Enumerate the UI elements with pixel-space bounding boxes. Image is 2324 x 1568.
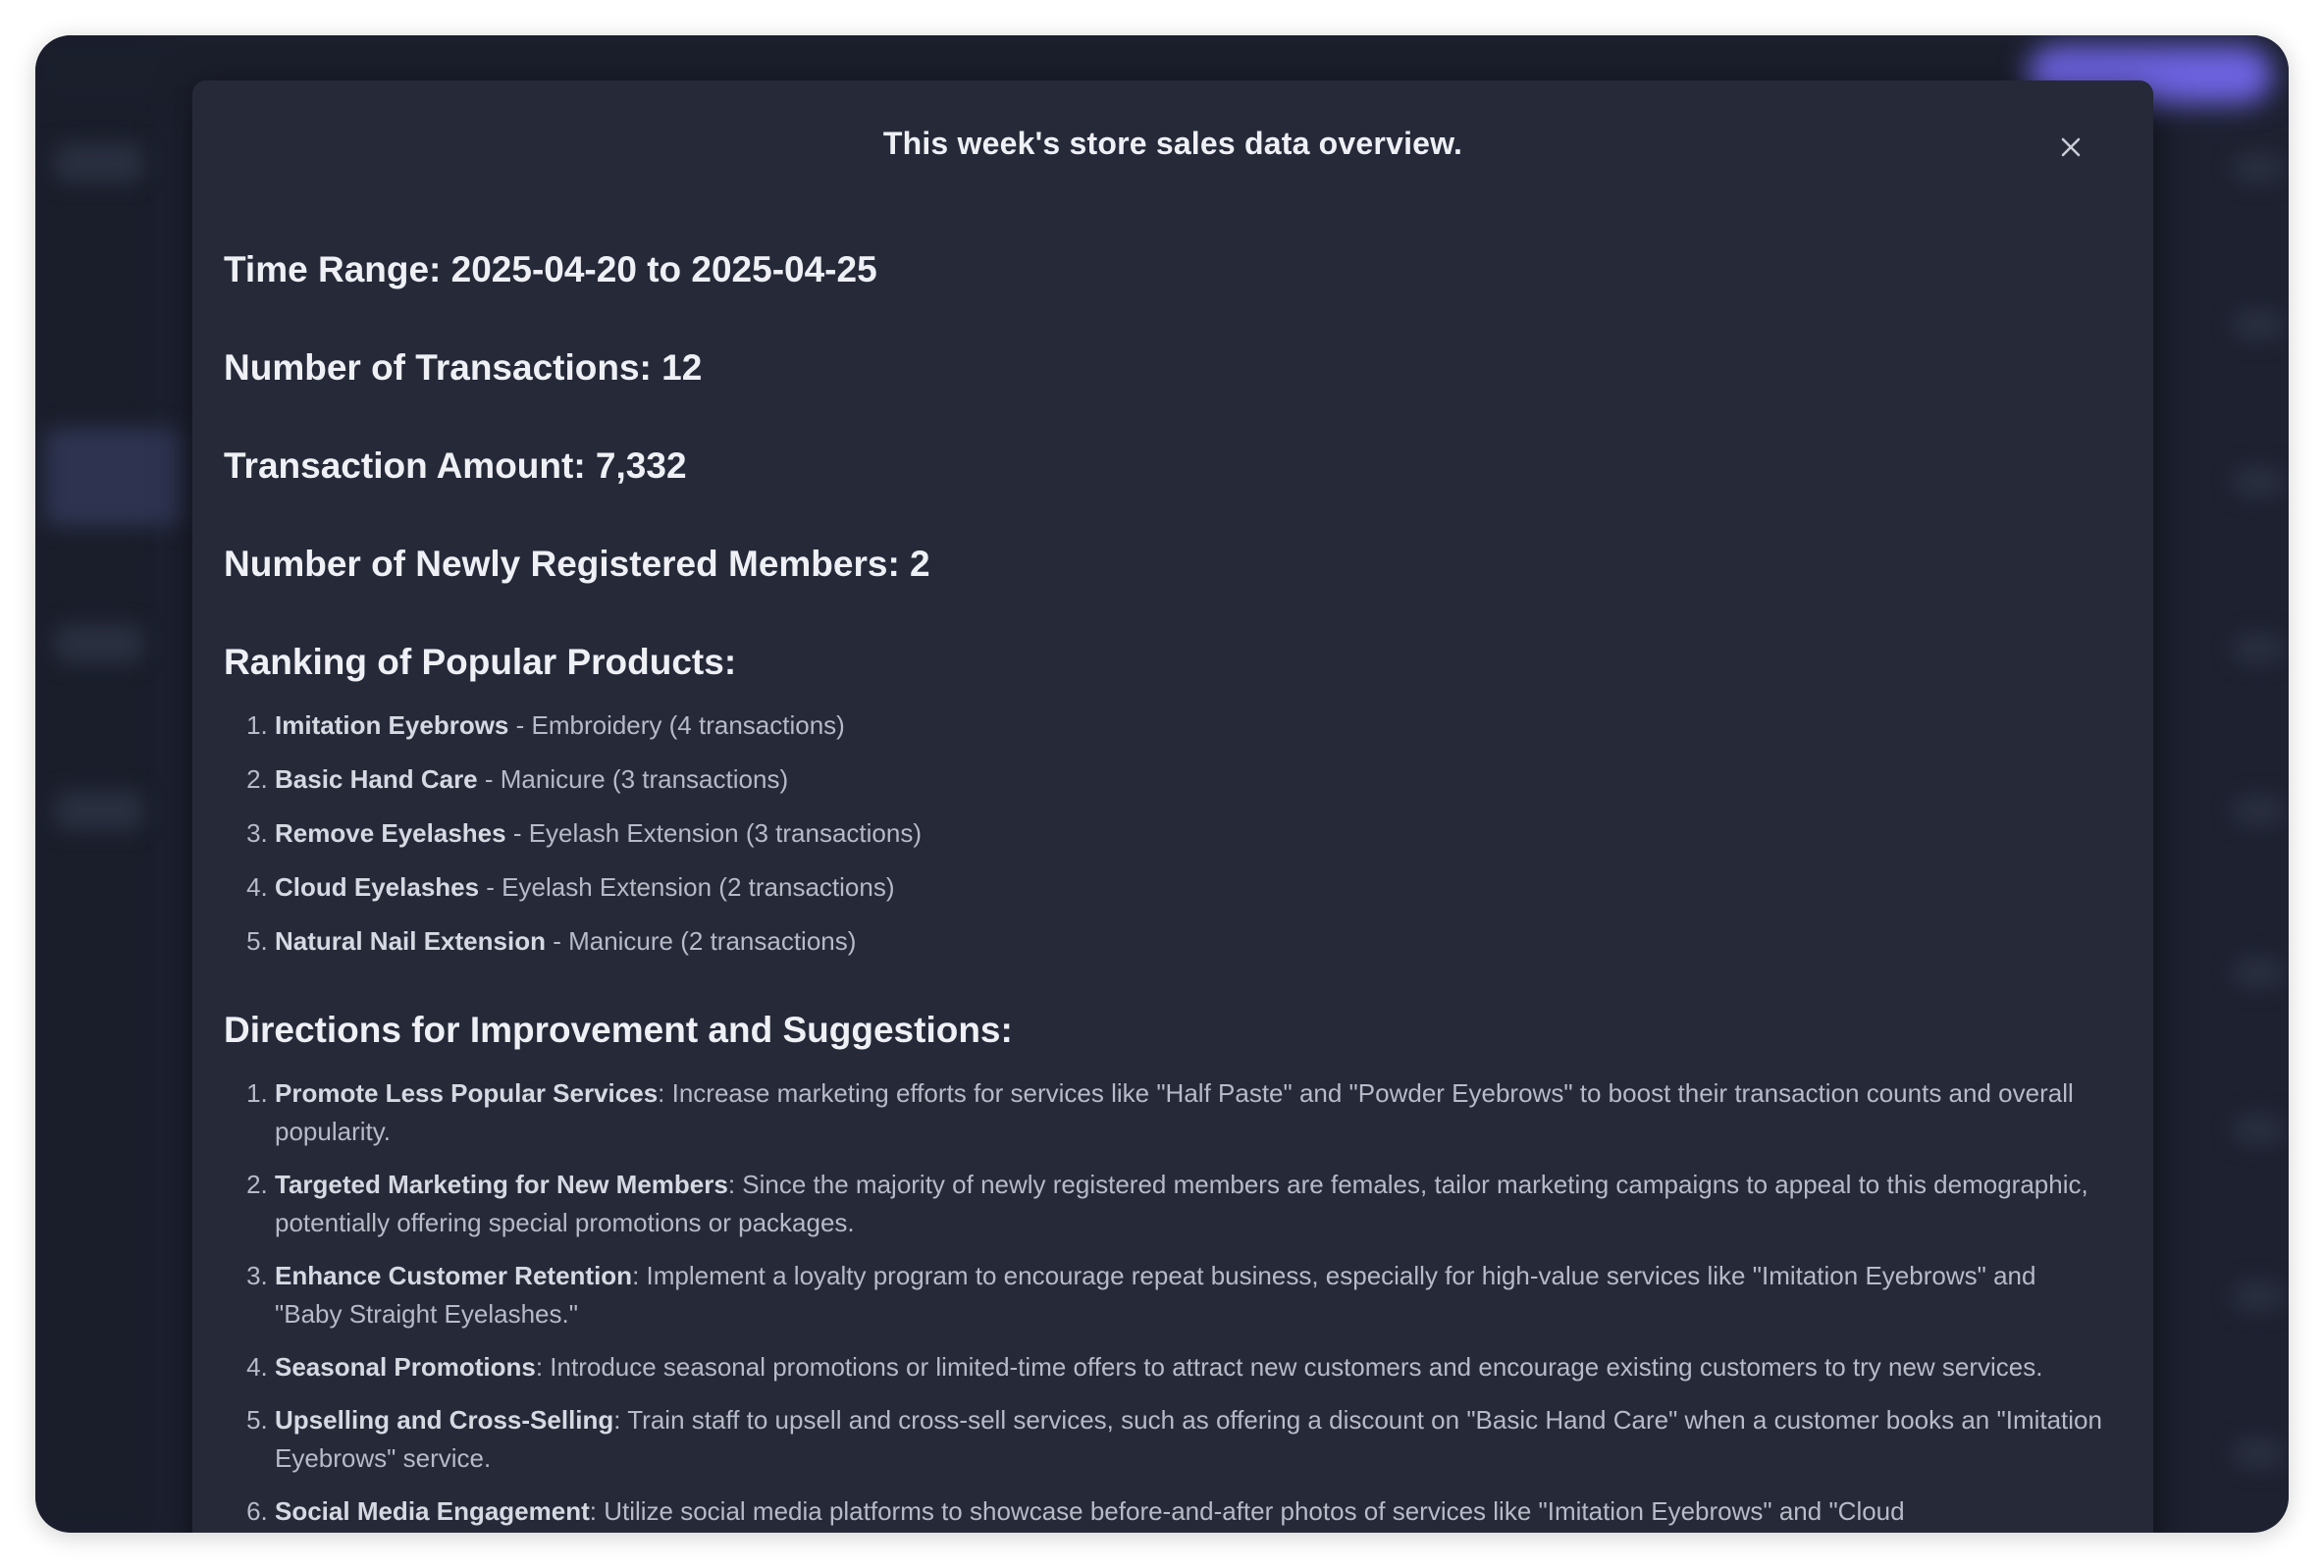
suggestion-detail: : Since the majority of newly registered members are females, tailor marketing campaigns to appeal to this demographic, potentially offering special promotions or packages. (275, 1170, 2088, 1237)
suggestion-title: Targeted Marketing for New Members (275, 1170, 728, 1199)
close-button[interactable] (2053, 130, 2088, 165)
suggestion-detail: : Implement a loyalty program to encourage repeat business, especially for high-value services like "Imitation Eyebrows" and "Baby Straight Eyelashes." (275, 1261, 2036, 1329)
background-row (2234, 310, 2283, 340)
background-row (2234, 153, 2283, 183)
product-detail: - Manicure (3 transactions) (477, 764, 789, 794)
background-item (55, 143, 143, 183)
background-row (2234, 796, 2283, 825)
background-row (2234, 958, 2283, 987)
list-item (275, 922, 2104, 961)
list-item (275, 1166, 2104, 1242)
suggestion-title: Upselling and Cross-Selling (275, 1405, 614, 1435)
suggestion-detail: : Utilize social media platforms to showcase before-and-after photos of services like "Imitation Eyebrows" and "Cloud (589, 1496, 1905, 1526)
background-row (2234, 1115, 2283, 1144)
background-row (2234, 1281, 2283, 1311)
product-detail: - Eyelash Extension (2 transactions) (479, 872, 895, 902)
suggestion-title: Social Media Engagement (275, 1496, 590, 1526)
background-item (55, 791, 143, 830)
ranking-heading: Ranking of Popular Products: (224, 642, 737, 682)
suggestion-title: Seasonal Promotions (275, 1352, 536, 1382)
close-icon (2053, 130, 2088, 165)
time-range: Time Range: 2025-04-20 to 2025-04-25 (224, 249, 877, 289)
background-item (55, 624, 143, 663)
product-name: Remove Eyelashes (275, 818, 506, 848)
background-row (2234, 467, 2283, 497)
background-selected-item (45, 428, 183, 526)
suggestion-detail: : Introduce seasonal promotions or limited-time offers to attract new customers and encourage existing customers to try new services. (535, 1352, 2043, 1382)
product-detail: - Embroidery (4 transactions) (508, 710, 845, 740)
suggestion-title: Enhance Customer Retention (275, 1261, 633, 1290)
suggestion-title: Promote Less Popular Services (275, 1078, 659, 1108)
product-detail: - Eyelash Extension (3 transactions) (505, 818, 923, 848)
list-item (275, 868, 2104, 907)
background-row (2234, 1438, 2283, 1468)
product-name: Imitation Eyebrows (275, 710, 509, 740)
background-row (2234, 634, 2283, 663)
list-item (275, 1401, 2104, 1478)
background-sidebar (35, 35, 153, 1533)
list-item (275, 1257, 2104, 1333)
modal-content (224, 198, 2104, 1533)
transaction-count: Number of Transactions: 12 (224, 347, 703, 388)
list-item (275, 706, 2104, 745)
product-detail: - Manicure (2 transactions) (545, 926, 857, 956)
product-name: Natural Nail Extension (275, 926, 546, 956)
suggestions-list (224, 1074, 2104, 1531)
suggestion-detail: : Increase marketing efforts for services like "Half Paste" and "Powder Eyebrows" to boost their transaction counts and overall popularity. (275, 1078, 2074, 1146)
list-item (275, 1348, 2104, 1386)
product-name: Basic Hand Care (275, 764, 478, 794)
list-item (275, 1492, 2104, 1531)
list-item (275, 760, 2104, 799)
app-window (35, 35, 2289, 1533)
suggestion-detail: : Train staff to upsell and cross-sell services, such as offering a discount on "Basic Hand Care" when a customer books an "Imitation Eyebrows" service. (275, 1405, 2102, 1473)
ranking-list (224, 706, 2104, 961)
list-item (275, 1074, 2104, 1151)
list-item (275, 814, 2104, 853)
new-members-count: Number of Newly Registered Members: 2 (224, 544, 930, 584)
modal-title: This week's store sales data overview. (882, 126, 1463, 161)
sales-overview-modal (192, 80, 2153, 1533)
transaction-amount: Transaction Amount: 7,332 (224, 445, 687, 486)
suggestions-heading: Directions for Improvement and Suggestions: (224, 1010, 1013, 1050)
product-name: Cloud Eyelashes (275, 872, 480, 902)
